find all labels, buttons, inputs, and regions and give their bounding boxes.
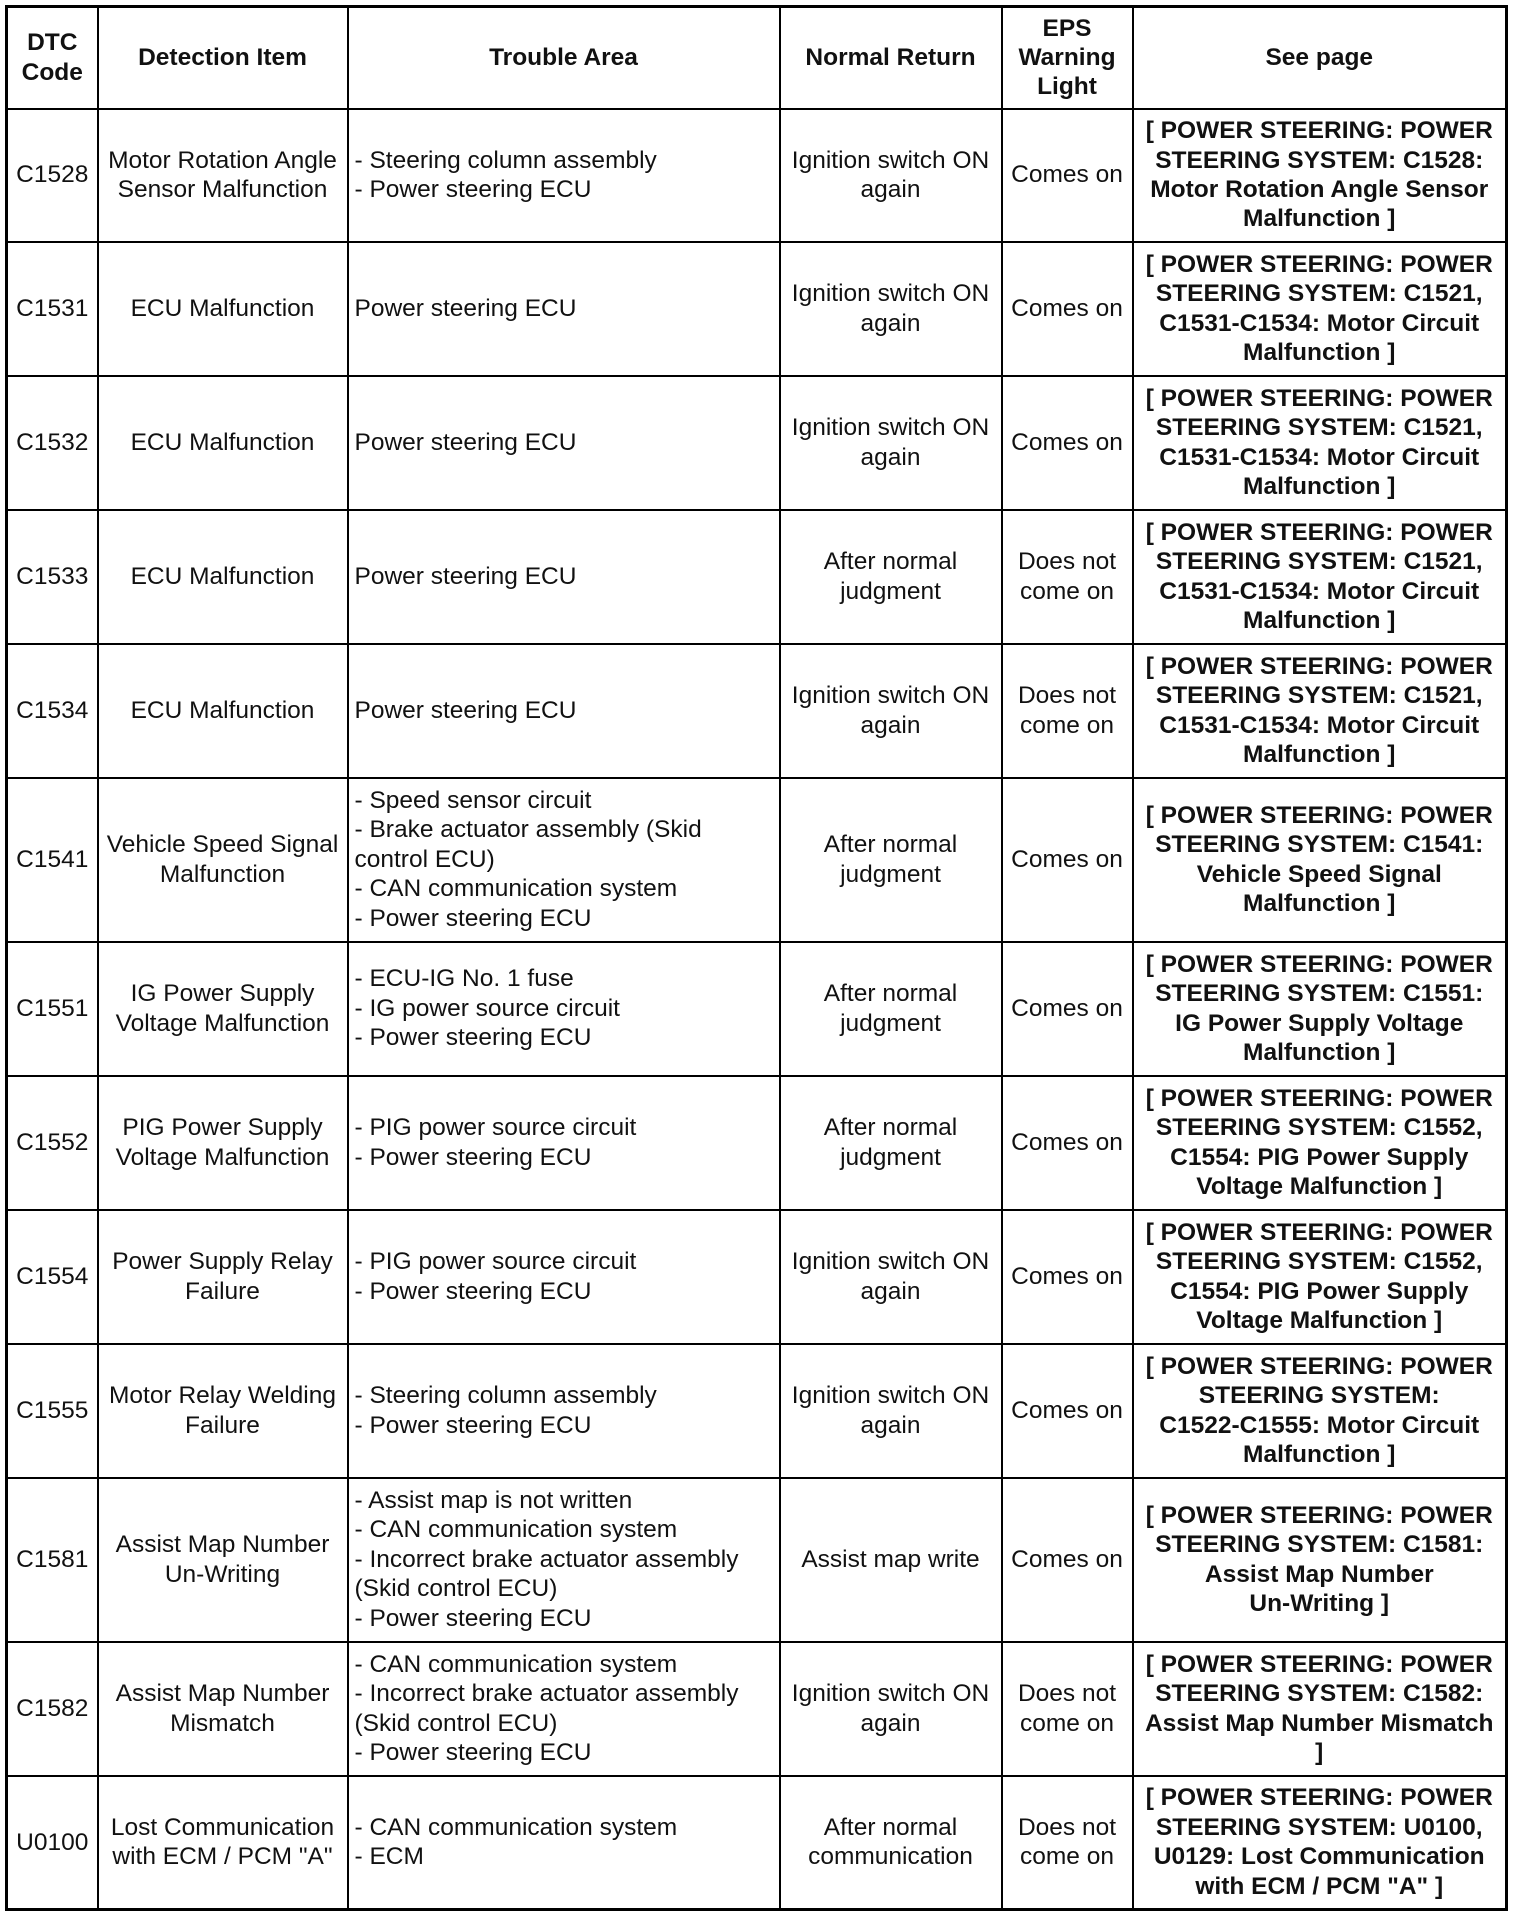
cell-eps-warning-light-line: Does not [1017,548,1117,576]
cell-detection-item-line: Assist Map Number [115,1680,330,1708]
cell-detection-item [98,510,348,644]
cell-eps-warning-light-line: Comes on [1011,845,1123,873]
cell-trouble-area [348,1076,780,1210]
cell-see-page-line: Malfunction ] [1243,606,1396,634]
cell-see-page-line: C1554: PIG Power Supply [1170,1143,1469,1171]
cell-see-page-line: STEERING SYSTEM: C1521, [1155,682,1483,710]
cell-see-page-line: Malfunction ] [1243,889,1396,917]
cell-trouble-area-line: - Power steering ECU [354,1024,592,1052]
cell-detection-item [98,109,348,242]
cell-dtc-code: C1534 [7,644,98,778]
table-row [7,376,1507,510]
cell-detection-item-line: Un-Writing [164,1560,281,1588]
cell-detection-item-line: Failure [185,1411,260,1439]
cell-dtc-code: C1551 [7,942,98,1076]
cell-eps-warning-light-line: Comes on [1011,1262,1123,1290]
cell-eps-warning-light-line: Comes on [1011,428,1123,456]
cell-eps-warning-light [1002,778,1133,942]
cell-trouble-area-line: (Skid control ECU) [354,1575,558,1603]
cell-dtc-code: C1581 [7,1478,98,1642]
cell-normal-return [780,644,1002,778]
cell-eps-warning-light-line: Does not [1017,1813,1117,1841]
cell-see-page-line: ] [1315,1738,1324,1766]
cell-detection-item [98,778,348,942]
cell-normal-return-line: Ignition switch ON [791,280,990,308]
header-see-page: See page [1133,7,1507,109]
table-row [7,778,1507,942]
cell-see-page-line: [ POWER STEERING: POWER [1145,384,1493,412]
cell-see-page-line: STEERING SYSTEM: C1582: [1155,1680,1484,1708]
cell-trouble-area-line: control ECU) [354,845,495,873]
cell-trouble-area-line: - Power steering ECU [354,1604,592,1632]
cell-trouble-area [348,1210,780,1344]
cell-see-page [1133,1642,1507,1776]
cell-trouble-area-line: Power steering ECU [354,294,577,322]
cell-trouble-area-line: - Assist map is not written [354,1487,633,1515]
cell-normal-return-line: After normal [823,548,958,576]
cell-trouble-area [348,510,780,644]
cell-detection-item [98,1210,348,1344]
cell-normal-return-line: judgment [840,577,941,605]
table-row [7,1076,1507,1210]
cell-normal-return-line: Ignition switch ON [791,1382,990,1410]
cell-see-page-line: with ECM / PCM "A" ] [1195,1872,1444,1900]
cell-eps-warning-light [1002,942,1133,1076]
cell-see-page-line: Malfunction ] [1243,338,1396,366]
cell-dtc-code: C1554 [7,1210,98,1344]
dtc-table [5,5,1508,1911]
cell-dtc-code: U0100 [7,1776,98,1910]
cell-normal-return-line: After normal [823,831,958,859]
cell-see-page-line: [ POWER STEERING: POWER [1145,1084,1493,1112]
cell-see-page-line: [ POWER STEERING: POWER [1145,1218,1493,1246]
cell-normal-return [780,1076,1002,1210]
cell-detection-item-line: ECU Malfunction [130,696,315,724]
cell-see-page-line: Vehicle Speed Signal [1196,860,1442,888]
cell-eps-warning-light-line: come on [1020,1843,1114,1871]
cell-see-page-line: Motor Rotation Angle Sensor [1150,176,1489,203]
cell-dtc-code: C1541 [7,778,98,942]
cell-trouble-area [348,942,780,1076]
cell-normal-return-line: judgment [840,1009,941,1037]
table-row [7,1478,1507,1642]
cell-see-page-line: STEERING SYSTEM: [1198,1382,1440,1410]
cell-see-page-line: [ POWER STEERING: POWER [1145,518,1493,546]
cell-trouble-area-line: Power steering ECU [354,696,577,724]
cell-trouble-area-line: Power steering ECU [354,562,577,590]
cell-detection-item [98,942,348,1076]
cell-trouble-area-line: - Power steering ECU [354,1143,592,1171]
cell-see-page [1133,778,1507,942]
cell-see-page-line: STEERING SYSTEM: C1541: [1155,831,1484,859]
cell-see-page-line: [ POWER STEERING: POWER [1145,1650,1493,1678]
cell-detection-item [98,376,348,510]
cell-eps-warning-light [1002,1776,1133,1910]
cell-normal-return [780,510,1002,644]
cell-trouble-area-line: - Incorrect brake actuator assembly [354,1545,739,1573]
table-row [7,242,1507,376]
cell-see-page-line: Voltage Malfunction ] [1196,1172,1443,1200]
header-normal-return: Normal Return [780,7,1002,109]
cell-see-page-line: Malfunction ] [1243,1038,1396,1066]
cell-see-page-line: C1531-C1534: Motor Circuit [1159,443,1480,471]
cell-see-page-line: Un-Writing ] [1249,1589,1390,1617]
cell-normal-return [780,942,1002,1076]
table-row [7,644,1507,778]
cell-normal-return-line: Ignition switch ON [791,682,990,710]
table-row [7,1642,1507,1776]
cell-see-page-line: Assist Map Number [1204,1560,1434,1588]
cell-eps-warning-light [1002,1076,1133,1210]
cell-normal-return-line: judgment [840,1143,941,1171]
cell-detection-item [98,1076,348,1210]
cell-trouble-area [348,376,780,510]
cell-trouble-area-line: - Power steering ECU [354,176,592,203]
cell-trouble-area-line: - ECU-IG No. 1 fuse [354,965,574,993]
cell-detection-item [98,644,348,778]
cell-trouble-area [348,1478,780,1642]
cell-detection-item-line: Voltage Malfunction [115,1009,330,1037]
cell-trouble-area-line: - Brake actuator assembly (Skid [354,816,702,844]
cell-normal-return-line: Ignition switch ON [791,414,990,442]
cell-trouble-area [348,1776,780,1910]
cell-see-page-line: C1554: PIG Power Supply [1170,1277,1469,1305]
cell-eps-warning-light-line: Comes on [1011,1128,1123,1156]
cell-detection-item-line: Failure [185,1277,260,1305]
table-row [7,1210,1507,1344]
cell-trouble-area-line: - PIG power source circuit [354,1114,637,1142]
cell-normal-return-line: Ignition switch ON [791,146,990,174]
cell-eps-warning-light [1002,1642,1133,1776]
cell-detection-item-line: Mismatch [170,1709,275,1737]
cell-see-page-line: Malfunction ] [1243,740,1396,768]
cell-detection-item [98,1642,348,1776]
cell-detection-item [98,1344,348,1478]
cell-normal-return-line: again [860,1277,921,1305]
cell-normal-return [780,778,1002,942]
cell-eps-warning-light [1002,1210,1133,1344]
cell-detection-item-line: ECU Malfunction [130,294,315,322]
header-trouble-area: Trouble Area [348,7,780,109]
cell-trouble-area-line: - Power steering ECU [354,904,592,932]
cell-eps-warning-light-line: Comes on [1011,994,1123,1022]
cell-normal-return [780,376,1002,510]
cell-see-page-line: C1522-C1555: Motor Circuit [1159,1411,1480,1439]
cell-eps-warning-light-line: Does not [1017,1680,1117,1708]
cell-trouble-area-line: - CAN communication system [354,1650,678,1678]
cell-eps-warning-light [1002,242,1133,376]
header-eps-warning-light: EPS Warning Light [1002,7,1133,109]
cell-dtc-code: C1533 [7,510,98,644]
cell-trouble-area-line: - Steering column assembly [354,146,657,174]
cell-normal-return [780,1344,1002,1478]
cell-see-page [1133,1776,1507,1910]
cell-see-page-line: C1531-C1534: Motor Circuit [1159,309,1480,337]
cell-detection-item-line: ECU Malfunction [130,428,315,456]
cell-normal-return-line: again [860,1709,921,1737]
cell-eps-warning-light-line: Comes on [1011,294,1123,322]
cell-detection-item-line: Motor Rotation Angle [108,146,337,174]
cell-see-page [1133,942,1507,1076]
cell-normal-return [780,109,1002,242]
cell-detection-item-line: Assist Map Number [115,1531,330,1559]
cell-eps-warning-light [1002,510,1133,644]
cell-see-page [1133,1210,1507,1344]
cell-normal-return-line: After normal [823,1813,958,1841]
cell-eps-warning-light-line: Comes on [1011,1396,1123,1424]
cell-trouble-area [348,1642,780,1776]
cell-normal-return [780,1210,1002,1344]
cell-see-page [1133,644,1507,778]
cell-trouble-area [348,644,780,778]
cell-trouble-area [348,242,780,376]
cell-detection-item [98,242,348,376]
cell-see-page-line: C1531-C1534: Motor Circuit [1159,711,1480,739]
cell-trouble-area-line: - Steering column assembly [354,1382,657,1410]
cell-trouble-area-line: - CAN communication system [354,1813,678,1841]
cell-trouble-area-line: - IG power source circuit [354,994,620,1022]
cell-trouble-area-line: - CAN communication system [354,1516,678,1544]
cell-detection-item-line: with ECM / PCM "A" [112,1843,333,1871]
cell-eps-warning-light [1002,109,1133,242]
cell-see-page-line: STEERING SYSTEM: C1521, [1155,548,1483,576]
cell-normal-return-line: Assist map write [801,1545,980,1573]
cell-trouble-area [348,1344,780,1478]
cell-see-page-line: IG Power Supply Voltage [1175,1009,1464,1037]
cell-see-page-line: STEERING SYSTEM: U0100, [1155,1813,1483,1841]
header-dtc-code: DTC Code [7,7,98,109]
cell-see-page-line: [ POWER STEERING: POWER [1145,117,1493,145]
cell-see-page-line: [ POWER STEERING: POWER [1145,950,1493,978]
cell-trouble-area-line: - Power steering ECU [354,1738,592,1766]
cell-normal-return-line: again [860,443,921,471]
cell-eps-warning-light-line: Comes on [1011,1545,1123,1573]
cell-see-page [1133,242,1507,376]
cell-trouble-area-line: (Skid control ECU) [354,1709,558,1737]
cell-detection-item-line: Motor Relay Welding [109,1382,336,1410]
table-row [7,1344,1507,1478]
cell-detection-item-line: Sensor Malfunction [117,176,328,203]
cell-see-page [1133,376,1507,510]
cell-normal-return-line: communication [808,1843,973,1871]
cell-see-page [1133,1344,1507,1478]
cell-see-page-line: STEERING SYSTEM: C1528: [1155,146,1484,174]
table-body [7,109,1507,1910]
cell-see-page-line: [ POWER STEERING: POWER [1145,801,1493,829]
cell-eps-warning-light-line: Comes on [1011,161,1123,189]
cell-see-page-line: Malfunction ] [1243,1440,1396,1468]
cell-normal-return-line: again [860,309,921,337]
cell-see-page-line: Malfunction ] [1243,472,1396,500]
cell-see-page-line: STEERING SYSTEM: C1552, [1155,1248,1483,1276]
table-row [7,942,1507,1076]
cell-normal-return-line: Ignition switch ON [791,1248,990,1276]
cell-detection-item [98,1478,348,1642]
cell-dtc-code: C1528 [7,109,98,242]
cell-eps-warning-light-line: come on [1020,1709,1114,1737]
cell-eps-warning-light [1002,376,1133,510]
header-row [7,7,1507,109]
cell-see-page-line: [ POWER STEERING: POWER [1145,1501,1493,1529]
cell-see-page-line: STEERING SYSTEM: C1581: [1155,1531,1484,1559]
cell-detection-item-line: Lost Communication [110,1813,335,1841]
cell-see-page-line: STEERING SYSTEM: C1521, [1155,280,1483,308]
cell-eps-warning-light [1002,644,1133,778]
cell-normal-return-line: After normal [823,980,958,1008]
cell-eps-warning-light [1002,1344,1133,1478]
cell-dtc-code: C1555 [7,1344,98,1478]
cell-dtc-code: C1582 [7,1642,98,1776]
cell-see-page [1133,1478,1507,1642]
cell-detection-item-line: PIG Power Supply [122,1114,323,1142]
cell-see-page-line: [ POWER STEERING: POWER [1145,1352,1493,1380]
cell-eps-warning-light [1002,1478,1133,1642]
cell-dtc-code: C1552 [7,1076,98,1210]
cell-detection-item-line: Vehicle Speed Signal [106,831,339,859]
cell-detection-item-line: Malfunction [159,860,286,888]
cell-see-page-line: C1531-C1534: Motor Circuit [1159,577,1480,605]
cell-see-page-line: Malfunction ] [1243,205,1396,233]
cell-normal-return [780,242,1002,376]
cell-detection-item [98,1776,348,1910]
cell-trouble-area-line: Power steering ECU [354,428,577,456]
cell-see-page-line: [ POWER STEERING: POWER [1145,652,1493,680]
cell-dtc-code: C1532 [7,376,98,510]
cell-see-page-line: [ POWER STEERING: POWER [1145,1784,1493,1812]
cell-detection-item-line: Voltage Malfunction [115,1143,330,1171]
cell-normal-return [780,1478,1002,1642]
cell-eps-warning-light-line: come on [1020,577,1114,605]
cell-see-page-line: STEERING SYSTEM: C1552, [1155,1114,1483,1142]
cell-see-page-line: U0129: Lost Communication [1153,1843,1485,1871]
cell-normal-return-line: again [860,176,921,203]
cell-normal-return-line: again [860,711,921,739]
cell-see-page [1133,109,1507,242]
cell-trouble-area-line: - CAN communication system [354,875,678,903]
cell-normal-return-line: After normal [823,1114,958,1142]
table-row [7,109,1507,242]
cell-normal-return [780,1642,1002,1776]
table-row [7,510,1507,644]
cell-see-page-line: [ POWER STEERING: POWER [1145,250,1493,278]
cell-detection-item-line: Power Supply Relay [112,1248,333,1276]
cell-trouble-area [348,109,780,242]
cell-normal-return-line: Ignition switch ON [791,1680,990,1708]
cell-trouble-area-line: - PIG power source circuit [354,1248,637,1276]
cell-see-page-line: STEERING SYSTEM: C1521, [1155,414,1483,442]
cell-trouble-area-line: - Incorrect brake actuator assembly [354,1680,739,1708]
cell-trouble-area-line: - Power steering ECU [354,1411,592,1439]
cell-trouble-area [348,778,780,942]
cell-see-page-line: Voltage Malfunction ] [1196,1306,1443,1334]
cell-normal-return-line: again [860,1411,921,1439]
cell-eps-warning-light-line: come on [1020,711,1114,739]
table-row [7,1776,1507,1910]
cell-trouble-area-line: - Speed sensor circuit [354,787,592,815]
header-detection-item: Detection Item [98,7,348,109]
cell-see-page [1133,1076,1507,1210]
cell-see-page [1133,510,1507,644]
cell-detection-item-line: IG Power Supply [130,980,315,1008]
cell-eps-warning-light-line: Does not [1017,682,1117,710]
cell-normal-return [780,1776,1002,1910]
cell-trouble-area-line: - Power steering ECU [354,1277,592,1305]
cell-detection-item-line: ECU Malfunction [130,562,315,590]
cell-dtc-code: C1531 [7,242,98,376]
cell-see-page-line: STEERING SYSTEM: C1551: [1155,980,1484,1008]
cell-trouble-area-line: - ECM [354,1843,424,1871]
cell-normal-return-line: judgment [840,860,941,888]
cell-see-page-line: Assist Map Number Mismatch [1144,1709,1494,1737]
